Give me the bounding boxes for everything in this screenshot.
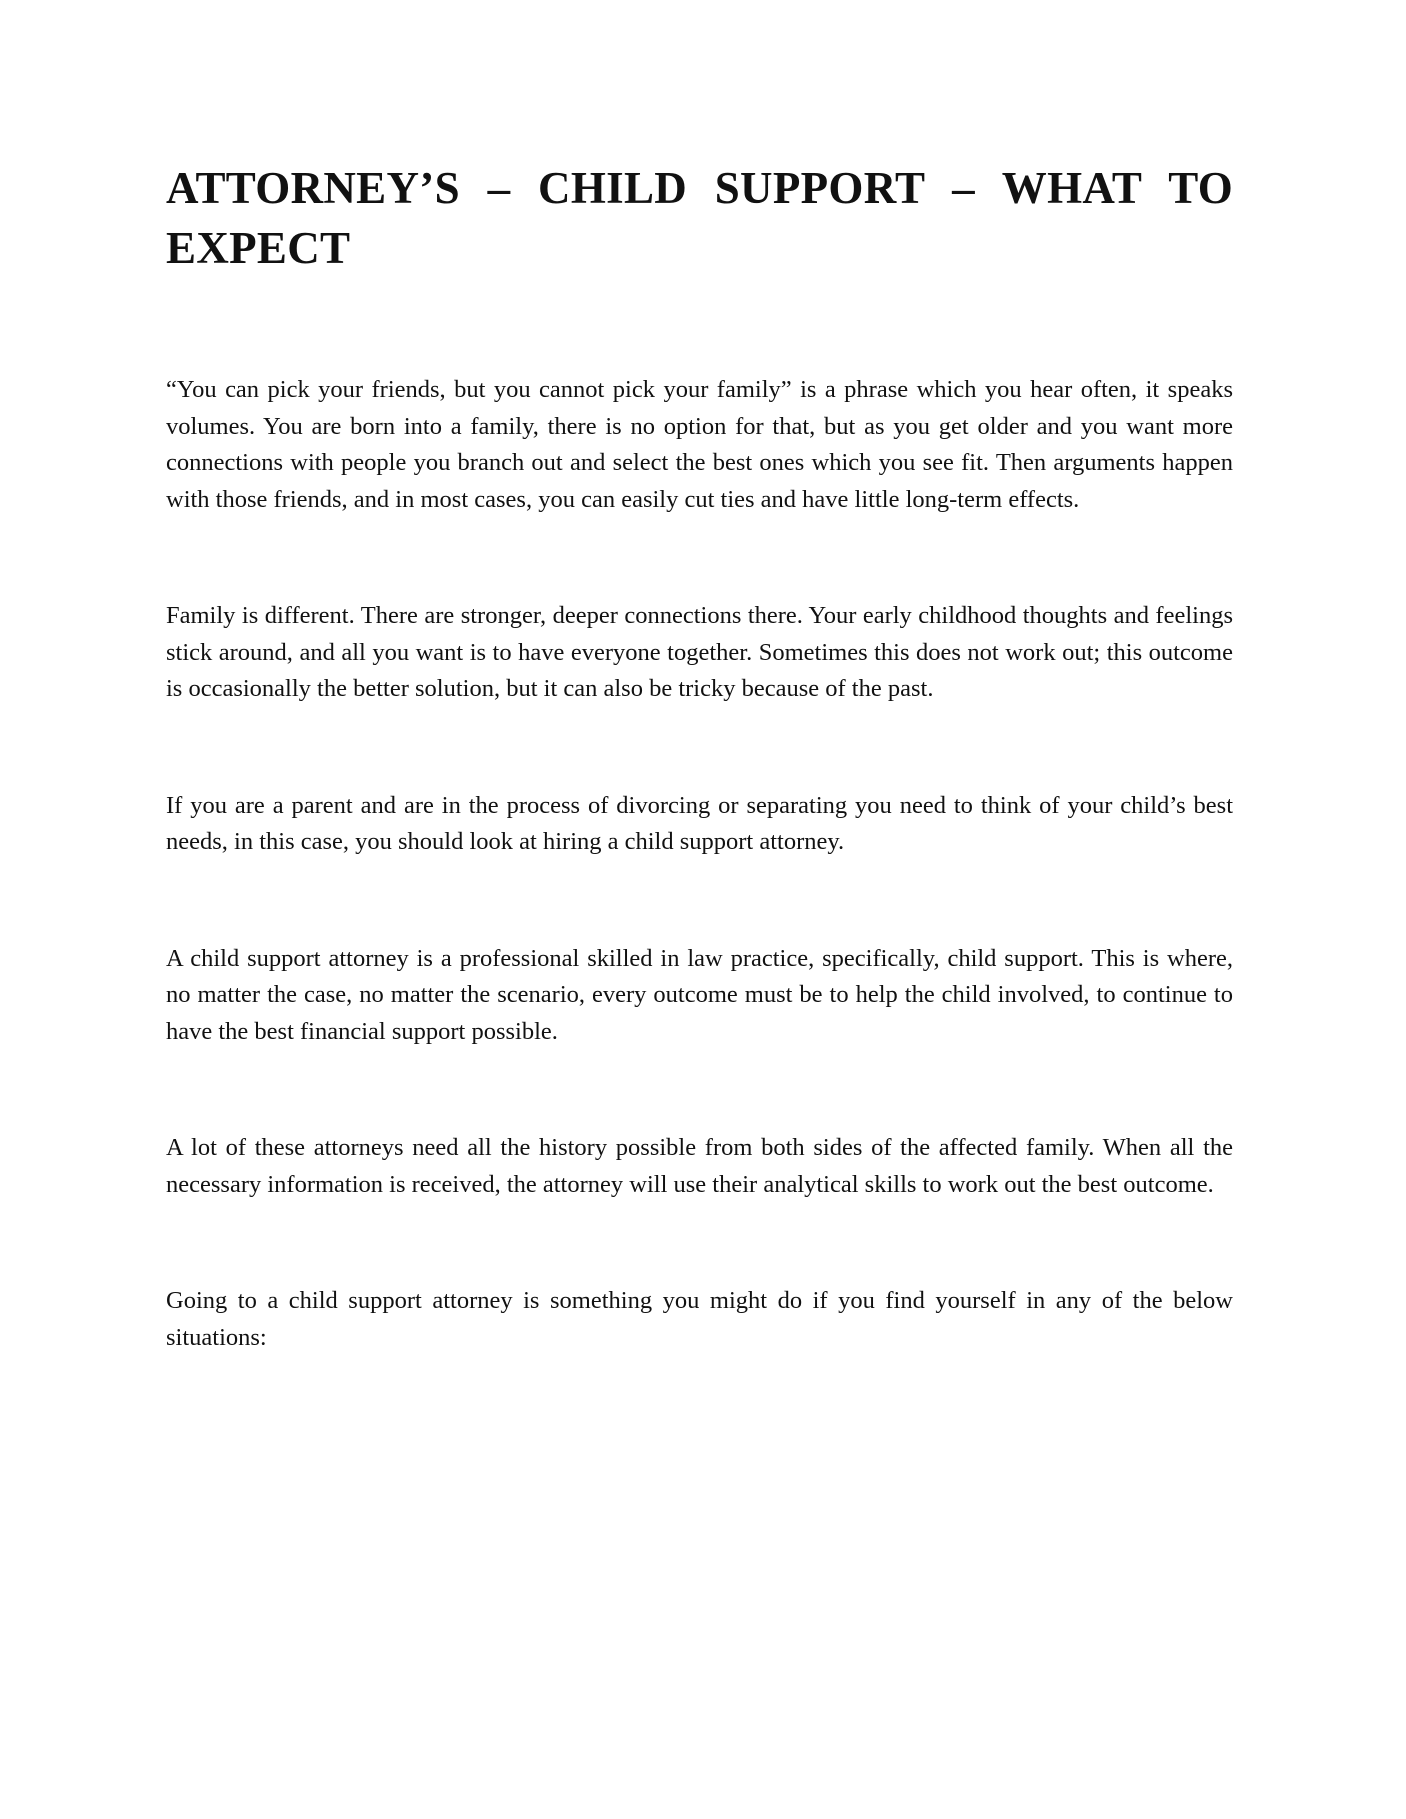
- paragraph-situations: Going to a child support attorney is something you might do if you find yourself in any of the below situations:: [166, 1287, 1233, 1351]
- paragraph-intro: “You can pick your friends, but you cannot pick your family” is a phrase which you hear often, it speaks volumes. You are born into a family, there is no option for that, but as you get older and you want more connections with people you branch out and select the best ones which you see fit. Then arguments happen with those friends, and in most cases, you can easily cut ties and have little long-term effects.: [166, 376, 1233, 513]
- paragraph-family: Family is different. There are stronger, deeper connections there. Your early childhood thoughts and feelings stick around, and all you want is to have everyone together. Sometimes this does not work out; this outcome is occasionally the better solution, but it can also be tricky because of the past.: [166, 602, 1233, 702]
- paragraph-parent: If you are a parent and are in the process of divorcing or separating you need to think of your child’s best needs, in this case, you should look at hiring a child support attorney.: [166, 791, 1233, 855]
- paragraph-history: A lot of these attorneys need all the history possible from both sides of the affected family. When all the necessary information is received, the attorney will use their analytical skills to work out the best outcome.: [166, 1134, 1233, 1198]
- document-page: [166, 158, 1233, 1356]
- paragraph-attorney-definition: A child support attorney is a professional skilled in law practice, specifically, child support. This is where, no matter the case, no matter the scenario, every outcome must be to help the child involved, to continue to have the best financial support possible.: [166, 944, 1233, 1045]
- document-title: ATTORNEY’S – CHILD SUPPORT – WHAT TO EXPECT: [166, 163, 1233, 273]
